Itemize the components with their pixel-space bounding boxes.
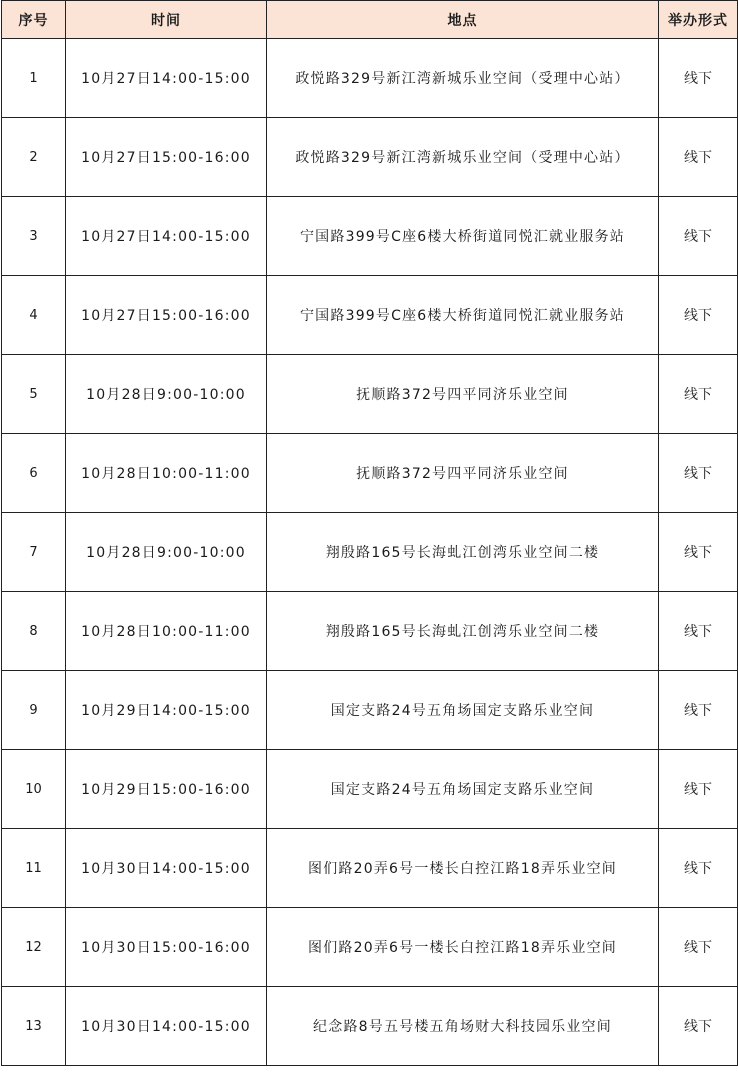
row-no-cell: 7 xyxy=(2,513,66,592)
table-row xyxy=(2,908,738,987)
row-time-cell: 10月29日14:00-15:00 xyxy=(66,671,267,750)
row-time-cell: 10月30日14:00-15:00 xyxy=(66,829,267,908)
row-time-cell: 10月30日15:00-16:00 xyxy=(66,908,267,987)
row-mode-cell: 线下 xyxy=(659,513,738,592)
row-no-cell: 9 xyxy=(2,671,66,750)
row-no-cell: 13 xyxy=(2,987,66,1066)
table-row xyxy=(2,197,738,276)
row-place-cell: 图们路20弄6号一楼长白控江路18弄乐业空间 xyxy=(267,829,659,908)
row-mode-cell: 线下 xyxy=(659,671,738,750)
row-time-cell: 10月28日10:00-11:00 xyxy=(66,434,267,513)
table-row xyxy=(2,118,738,197)
row-no-cell: 5 xyxy=(2,355,66,434)
row-mode-cell: 线下 xyxy=(659,276,738,355)
table-row xyxy=(2,513,738,592)
row-place-cell: 翔殷路165号长海虬江创湾乐业空间二楼 xyxy=(267,513,659,592)
row-mode-cell: 线下 xyxy=(659,355,738,434)
row-mode-cell: 线下 xyxy=(659,592,738,671)
header-time: 时间 xyxy=(66,1,267,39)
row-place-cell: 抚顺路372号四平同济乐业空间 xyxy=(267,434,659,513)
table-row xyxy=(2,39,738,118)
row-no-cell: 6 xyxy=(2,434,66,513)
row-time-cell: 10月27日14:00-15:00 xyxy=(66,197,267,276)
row-mode-cell: 线下 xyxy=(659,829,738,908)
row-mode-cell: 线下 xyxy=(659,434,738,513)
table-body xyxy=(2,39,738,1066)
row-time-cell: 10月27日15:00-16:00 xyxy=(66,276,267,355)
row-time-cell: 10月27日14:00-15:00 xyxy=(66,39,267,118)
row-place-cell: 宁国路399号C座6楼大桥街道同悦汇就业服务站 xyxy=(267,276,659,355)
row-no-cell: 8 xyxy=(2,592,66,671)
table-row xyxy=(2,671,738,750)
row-time-cell: 10月29日15:00-16:00 xyxy=(66,750,267,829)
row-place-cell: 政悦路329号新江湾新城乐业空间（受理中心站） xyxy=(267,39,659,118)
row-place-cell: 翔殷路165号长海虬江创湾乐业空间二楼 xyxy=(267,592,659,671)
row-no-cell: 4 xyxy=(2,276,66,355)
table-row xyxy=(2,434,738,513)
table-row xyxy=(2,829,738,908)
row-no-cell: 10 xyxy=(2,750,66,829)
table-row xyxy=(2,355,738,434)
row-place-cell: 国定支路24号五角场国定支路乐业空间 xyxy=(267,750,659,829)
row-place-cell: 国定支路24号五角场国定支路乐业空间 xyxy=(267,671,659,750)
table-row xyxy=(2,276,738,355)
header-place: 地点 xyxy=(267,1,659,39)
table-row xyxy=(2,592,738,671)
header-mode: 举办形式 xyxy=(659,1,738,39)
row-place-cell: 宁国路399号C座6楼大桥街道同悦汇就业服务站 xyxy=(267,197,659,276)
row-no-cell: 3 xyxy=(2,197,66,276)
table-header xyxy=(2,1,738,39)
row-mode-cell: 线下 xyxy=(659,118,738,197)
row-mode-cell: 线下 xyxy=(659,197,738,276)
row-mode-cell: 线下 xyxy=(659,750,738,829)
row-time-cell: 10月28日9:00-10:00 xyxy=(66,513,267,592)
table-row xyxy=(2,987,738,1066)
schedule-table xyxy=(1,0,738,1066)
row-no-cell: 12 xyxy=(2,908,66,987)
row-no-cell: 11 xyxy=(2,829,66,908)
row-place-cell: 图们路20弄6号一楼长白控江路18弄乐业空间 xyxy=(267,908,659,987)
header-row xyxy=(2,1,738,39)
row-no-cell: 2 xyxy=(2,118,66,197)
row-place-cell: 抚顺路372号四平同济乐业空间 xyxy=(267,355,659,434)
row-time-cell: 10月30日14:00-15:00 xyxy=(66,987,267,1066)
table-row xyxy=(2,750,738,829)
row-mode-cell: 线下 xyxy=(659,987,738,1066)
row-place-cell: 政悦路329号新江湾新城乐业空间（受理中心站） xyxy=(267,118,659,197)
row-time-cell: 10月27日15:00-16:00 xyxy=(66,118,267,197)
row-no-cell: 1 xyxy=(2,39,66,118)
row-mode-cell: 线下 xyxy=(659,39,738,118)
row-mode-cell: 线下 xyxy=(659,908,738,987)
row-time-cell: 10月28日9:00-10:00 xyxy=(66,355,267,434)
row-place-cell: 纪念路8号五号楼五角场财大科技园乐业空间 xyxy=(267,987,659,1066)
header-no: 序号 xyxy=(2,1,66,39)
row-time-cell: 10月28日10:00-11:00 xyxy=(66,592,267,671)
